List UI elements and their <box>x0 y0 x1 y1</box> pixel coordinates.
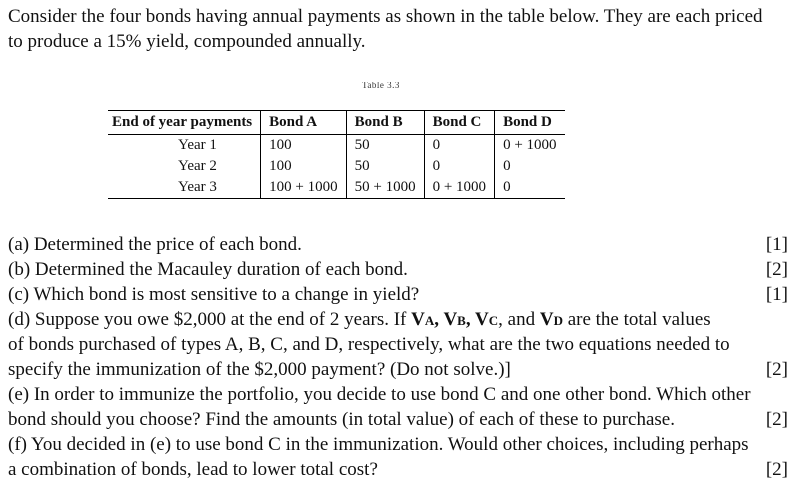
header-bond-a: Bond A <box>261 111 346 135</box>
question-d-text-3: specify the immunization of the $2,000 payment? (Do not solve.)] <box>8 359 511 380</box>
question-e-line1: (e) In order to immunize the portfolio, you decide to use bond C and one other bond. Which other <box>8 384 751 405</box>
question-c <box>8 282 788 307</box>
question-c-marks: [1] <box>765 284 788 305</box>
question-d-marks: [2] <box>765 359 788 380</box>
header-end-of-year: End of year payments <box>108 111 261 135</box>
var-sub-c: C <box>488 313 499 328</box>
header-bond-d: Bond D <box>495 111 565 135</box>
question-e-line2 <box>8 407 788 432</box>
var-v: V <box>443 309 458 330</box>
cell-bond-d: 0 <box>495 177 565 199</box>
question-a-text: (a) Determined the price of each bond. <box>8 234 302 255</box>
cell-bond-c: 0 + 1000 <box>424 177 494 199</box>
var-sub-d: D <box>553 313 563 328</box>
header-bond-c: Bond C <box>424 111 494 135</box>
question-a <box>8 232 788 257</box>
var-sub-b: B <box>457 313 466 328</box>
cell-bond-d: 0 <box>495 156 565 177</box>
question-b <box>8 257 788 282</box>
question-d-line1: (d) Suppose you owe $2,000 at the end of 2 years. If VA, VB, VC, and VD are the total values <box>8 309 711 330</box>
question-b-marks: [2] <box>765 259 788 280</box>
table-caption: Table 3.3 <box>362 82 400 88</box>
row-label: Year 3 <box>178 179 217 195</box>
cell-bond-a: 100 <box>261 156 346 177</box>
cell-bond-b: 50 <box>346 156 424 177</box>
cell-bond-d: 0 + 1000 <box>495 135 565 157</box>
table-header-row <box>108 111 565 135</box>
table-row <box>108 177 565 199</box>
intro-paragraph: Consider the four bonds having annual payments as shown in the table below. They are each priced to produce a 15% yield, compounded annually. <box>8 6 763 52</box>
row-label: Year 1 <box>178 137 217 153</box>
var-v: V <box>539 309 554 330</box>
question-d-line2: of bonds purchased of types A, B, C, and D, respectively, what are the two equations needed to <box>8 334 730 355</box>
bond-payments-table <box>108 110 565 199</box>
cell-bond-b: 50 + 1000 <box>346 177 424 199</box>
question-e-text-2: bond should you choose? Find the amounts (in total value) of each of these to purchase. <box>8 409 675 430</box>
question-c-text: (c) Which bond is most sensitive to a change in yield? <box>8 284 420 305</box>
question-f-text-2: a combination of bonds, lead to lower total cost? <box>8 459 378 480</box>
table-row <box>108 156 565 177</box>
question-d-line3 <box>8 357 788 382</box>
cell-bond-a: 100 + 1000 <box>261 177 346 199</box>
question-f-line1: (f) You decided in (e) to use bond C in the immunization. Would other choices, including perhaps <box>8 434 749 455</box>
cell-bond-c: 0 <box>424 156 494 177</box>
var-v: V <box>475 309 489 330</box>
question-d-text-end: are the total values <box>562 309 711 330</box>
question-b-text: (b) Determined the Macauley duration of each bond. <box>8 259 408 280</box>
row-label: Year 2 <box>178 158 217 174</box>
question-d-text: (d) Suppose you owe $2,000 at the end of 2 years. If <box>8 309 412 330</box>
question-f-marks: [2] <box>765 459 788 480</box>
var-sub-a: A <box>424 313 435 328</box>
cell-bond-b: 50 <box>346 135 424 157</box>
question-f-line2 <box>8 457 788 482</box>
var-v: V <box>411 309 425 330</box>
cell-bond-a: 100 <box>261 135 346 157</box>
question-e-marks: [2] <box>765 409 788 430</box>
question-a-marks: [1] <box>765 234 788 255</box>
header-bond-b: Bond B <box>346 111 424 135</box>
cell-bond-c: 0 <box>424 135 494 157</box>
table-row <box>108 135 565 157</box>
